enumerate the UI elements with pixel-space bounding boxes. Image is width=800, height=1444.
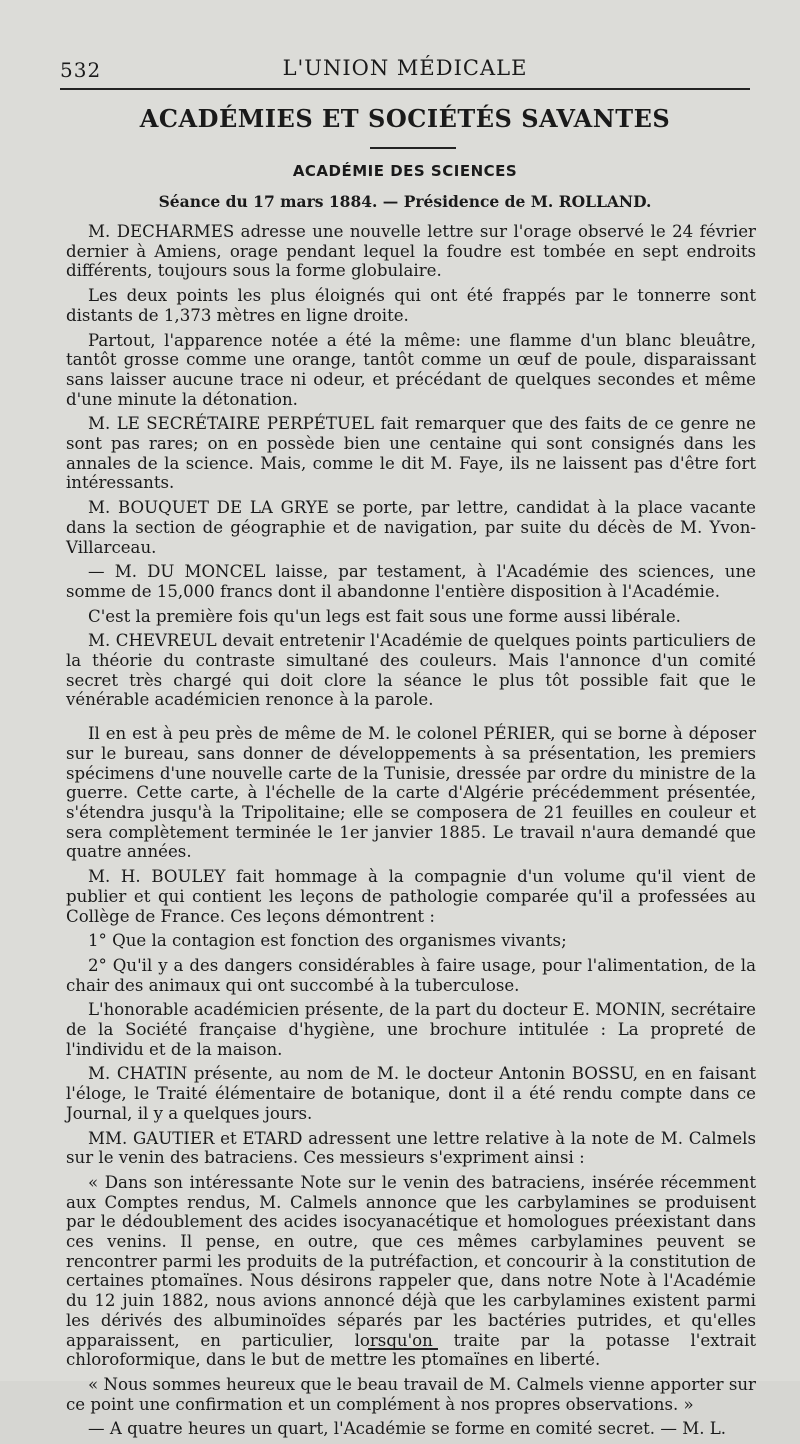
list-item: 2° Qu'il y a des dangers considérables à faire usage, pour l'alimentation, de la chair des animaux qui ont succombé à la tuberculose.	[66, 955, 756, 995]
paragraph: M. CHATIN présente, au nom de M. le docteur Antonin BOSSU, en en faisant l'éloge, le Traité élémentaire de botanique, dont il a été rendu compte dans ce Journal, il y a quelques jours.	[66, 1064, 756, 1123]
paragraph: Les deux points les plus éloignés qui ont été frappés par le tonnerre sont distants de 1,373 mètres en ligne droite.	[66, 286, 756, 325]
paragraph: M. BOUQUET DE LA GRYE se porte, par lettre, candidat à la place vacante dans la section de géographie et de navigation, par suite du décès de M. Yvon-Villarceau.	[66, 498, 756, 557]
paragraph: L'honorable académicien présente, de la part du docteur E. MONIN, secrétaire de la Société française d'hygiène, une brochure intitulée : La propreté de l'individu et de la maison.	[66, 1000, 756, 1059]
article-body	[66, 222, 756, 1444]
paragraph: C'est la première fois qu'un legs est fait sous une forme aussi libérale.	[88, 606, 681, 626]
quotation: « Dans son intéressante Note sur le venin des batraciens, insérée récemment aux Comptes rendus, M. Calmels annonce que les carbylamines se produisent par le dédoublement des acides isocyanacétique et homologues préexistant dans ces venins. Il pense, en outre, que ces mêmes carbylamines peuvent se rencontrer parmi les produits de la putréfaction, et concourir à la constitution de certaines ptomaïnes. Nous désirons rappeler que, dans notre Note à l'Académie du 12 juin 1882, nous avions annoncé déjà que les carbylamines existent parmi les dérivés des albuminoïdes séparés par les bactéries putrides, et qu'elles apparaissent, en particulier, lorsqu'on traite par la potasse l'extrait chloroformique, dans le but de mettre les ptomaïnes en liberté.	[66, 1172, 756, 1370]
list-item: 1° Que la contagion est fonction des organismes vivants;	[88, 931, 567, 951]
paragraph: — M. DU MONCEL laisse, par testament, à l'Académie des sciences, une somme de 15,000 francs dont il abandonne l'entière disposition à l'Académie.	[66, 562, 756, 601]
paragraph: M. LE SECRÉTAIRE PERPÉTUEL fait remarquer que des faits de ce genre ne sont pas rares; on en possède bien une centaine qui sont consignés dans les annales de la science. Mais, comme le dit M. Faye, ils ne laissent pas d'être fort intéressants.	[66, 414, 756, 493]
paragraph: Partout, l'apparence notée a été la même: une flamme d'un blanc bleuâtre, tantôt grosse comme une orange, tantôt comme un œuf de poule, disparaissant sans laisser aucune trace ni odeur, et précédant de quelques secondes et même d'une minute la détonation.	[66, 330, 756, 409]
page-header	[60, 50, 750, 88]
session-line: Séance du 17 mars 1884. — Présidence de M. ROLLAND.	[158, 192, 652, 211]
closing-line: — A quatre heures un quart, l'Académie se forme en comité secret. — M. L.	[88, 1419, 727, 1439]
academy-subtitle: ACADÉMIE DES SCIENCES	[292, 162, 518, 180]
paragraph: Il en est à peu près de même de M. le colonel PÉRIER, qui se borne à déposer sur le bureau, sans donner de développements à sa présentation, les premiers spécimens d'une nouvelle carte de la Tunisie, dressée par ordre du ministre de la guerre. Cette carte, à l'échelle de la carte d'Algérie précédemment présentée, s'étendra jusqu'à la Tripolitaine; elle se composera de 21 feuilles en couleur et sera complètement terminée le 1er janvier 1885. Le travail n'aura demandé que quatre années.	[66, 724, 756, 862]
quotation: « Nous sommes heureux que le beau travail de M. Calmels vienne apporter sur ce point une confirmation et un complément à nos propres observations. »	[66, 1374, 756, 1414]
page-number: 532	[60, 58, 102, 82]
paragraph: M. H. BOULEY fait hommage à la compagnie d'un volume qu'il vient de publier et qui contient les leçons de pathologie comparée qu'il a professées au Collège de France. Ces leçons démontrent :	[66, 867, 756, 926]
paragraph: M. CHEVREUL devait entretenir l'Académie de quelques points particuliers de la théorie du contraste simultané des couleurs. Mais l'annonce d'un comité secret très chargé qui doit clore la séance le plus tôt possible fait que le vénérable académicien renonce à la parole.	[66, 631, 756, 710]
paragraph: MM. GAUTIER et ETARD adressent une lettre relative à la note de M. Calmels sur le venin des batraciens. Ces messieurs s'expriment ainsi :	[66, 1128, 756, 1168]
section-title: ACADÉMIES ET SOCIÉTÉS SAVANTES	[139, 104, 671, 133]
footer-rule	[368, 1348, 438, 1350]
title-rule	[370, 147, 456, 149]
header-rule	[60, 88, 750, 90]
paragraph: M. DECHARMES adresse une nouvelle lettre sur l'orage observé le 24 février dernier à Amiens, orage pendant lequel la foudre est tombée en sept endroits différents, toujours sous la forme globulaire.	[66, 222, 756, 281]
running-title: L'UNION MÉDICALE	[282, 56, 528, 80]
